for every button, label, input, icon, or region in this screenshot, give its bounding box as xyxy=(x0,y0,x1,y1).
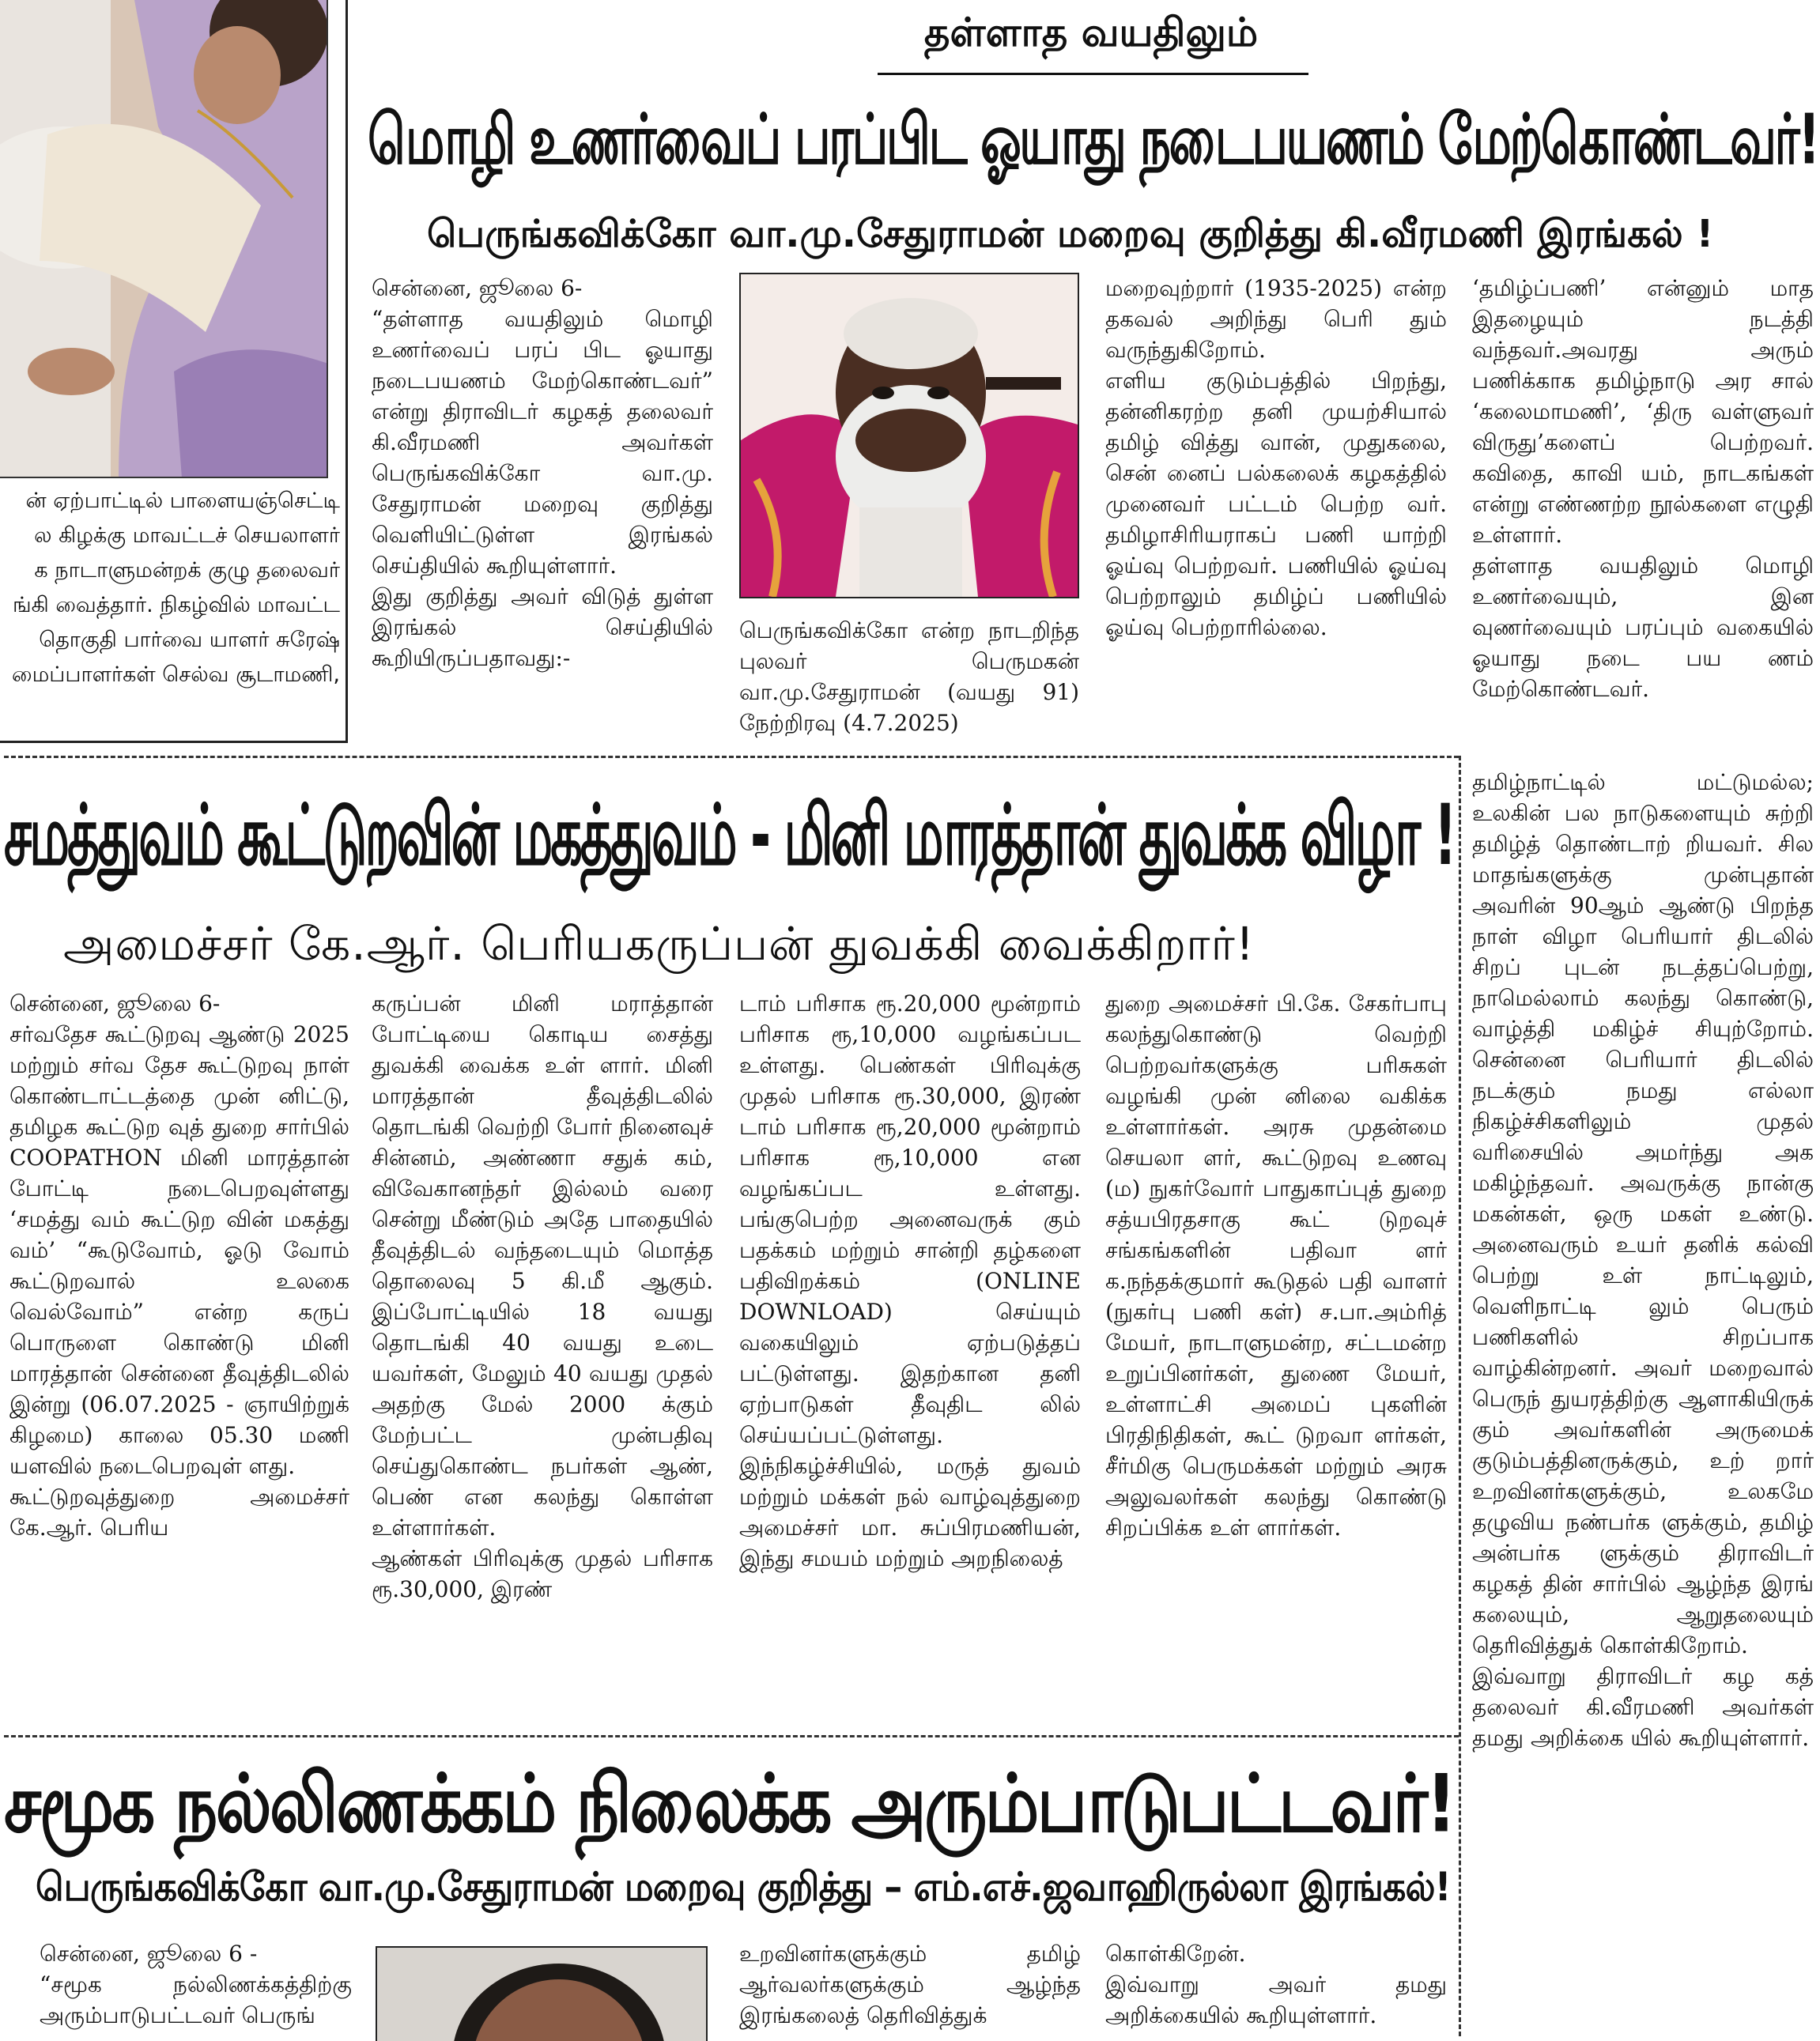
story1-deck: பெருங்கவிக்கோ வா.மு.சேதுராமன் மறைவு குறித்து கி.வீரமணி இரங்கல் ! xyxy=(427,212,1714,256)
column-divider xyxy=(1459,756,1461,2036)
story3-column-3: உறவினர்களுக்கும் தமிழ் ஆர்வலர்களுக்கும் ஆழ்ந்த இரங்கலைத் தெரிவித்துக் xyxy=(739,1941,1081,2028)
story3-headline: சமூக நல்லிணக்கம் நிலைக்க அரும்பாடுபட்டவர்! xyxy=(4,1756,1455,1850)
event-photo xyxy=(0,0,328,478)
story2-column-1: சென்னை, ஜூலை 6- சர்வதேச கூட்டுறவு ஆண்டு 2025 மற்றும் சர்வ தேச கூட்டுறவு நாள் கொண்டாட்டத்தை முன் னிட்டு, தமிழக கூட்டுற வுத் துறை சார்பில் COOPATHON மினி மாரத்தான் போட்டி நடைபெறவுள்ளது ‘சமத்து வம் கூட்டுற வின் மகத்து வம்’ “கூடுவோம், ஓடு வோம் கூட்டுறவால் உலகை வெல்வோம்” என்ற கருப் பொருளை கொண்டு மினி மாரத்தான் சென்னை தீவுத்திடலில் இன்று (06.07.2025 - ஞாயிற்றுக் கிழமை) காலை 05.30 மணி யளவில் நடைபெறவுள் ளது. கூட்டுறவுத்துறை அமைச்சர் கே.ஆர். பெரிய xyxy=(9,990,349,1541)
story1-headline: மொழி உணர்வைப் பரப்பிட ஓயாது நடைபயணம் மேற்கொண்டவர்! xyxy=(368,99,1818,180)
section-divider xyxy=(4,1735,1459,1737)
story1-column-1: சென்னை, ஜூலை 6- “தள்ளாத வயதிலும் மொழி உணர்வைப் பரப் பிட ஓயாது நடைபயணம் மேற்கொண்டவர்” என்று திராவிடர் கழகத் தலைவர் கி.வீரமணி அவர்கள் பெருங்கவிக்கோ வா.மு. சேதுராமன் மறைவு குறித்து வெளியிட்டுள்ள இரங்கல் செய்தியில் கூறியுள்ளார். இது குறித்து அவர் விடுத் துள்ள இரங்கல் செய்தியில் கூறியிருப்பதாவது:- xyxy=(372,275,713,671)
story3-column-4: கொள்கிறேன். இவ்வாறு அவர் தமது அறிக்கையில் கூறியுள்ளார். xyxy=(1105,1941,1447,2028)
story1-column-4-continued: தமிழ்நாட்டில் மட்டுமல்ல; உலகின் பல நாடுகளையும் சுற்றி தமிழ்த் தொண்டாற் றியவர். சில மாதங்களுக்கு முன்புதான் அவரின் 90ஆம் ஆண்டு பிறந்த நாள் விழா பெரியார் திடலில் சிறப் புடன் நடத்தப்பெற்று, நாமெல்லாம் கலந்து கொண்டு, வாழ்த்தி மகிழ்ச் சியுற்றோம். சென்னை பெரியார் திடலில் நடக்கும் நமது எல்லா நிகழ்ச்சிகளிலும் முதல் வரிசையில் அமர்ந்து அக மகிழ்ந்தவர். அவருக்கு நான்கு மகன்கள், ஒரு மகள் உண்டு. அனைவரும் உயர் தனிக் கல்வி பெற்று உள் நாட்டிலும், வெளிநாட்டி லும் பெரும் பணிகளில் சிறப்பாக வாழ்கின்றனர். அவர் மறைவால் பெருந் துயரத்திற்கு ஆளாகியிருக் கும் அவர்களின் அருமைக் குடும்பத்தினருக்கும், உற் றார் உறவினர்களுக்கும், உலகமே தழுவிய நண்பர்க ளுக்கும், தமிழ் அன்பர்க ளுக்கும் திராவிடர் கழகத் தின் சார்பில் ஆழ்ந்த இரங் கலையும், ஆறுதலையும் தெரிவித்துக் கொள்கிறோம். இவ்வாறு திராவிடர் கழ கத் தலைவர் கி.வீரமணி அவர்கள் தமது அறிக்கை யில் கூறியுள்ளார். xyxy=(1472,769,1814,1751)
section-divider xyxy=(4,756,1459,758)
story1-column-4: ‘தமிழ்ப்பணி’ என்னும் மாத இதழையும் நடத்தி வந்தவர்.அவரது அரும் பணிக்காக தமிழ்நாடு அர சால் ‘கலைமாமணி’, ‘திரு வள்ளுவர் விருது’களைப் பெற்றவர். கவிதை, காவி யம், நாடகங்கள் என்று எண்ணற்ற நூல்களை எழுதி உள்ளார். தள்ளாத வயதிலும் மொழி உணர்வையும், இன வுணர்வையும் பரப்பும் வகையில் ஓயாது நடை பய ணம் மேற்கொண்டவர். xyxy=(1472,275,1814,702)
previous-story-text: ன் ஏற்பாட்டில் பாளையஞ்செட்டி ல கிழக்கு மாவட்டச் செயலாளர் க நாடாளுமன்றக் குழு தலைவர் ங்கி வைத்தார். நிகழ்வில் மாவட்ட தொகுதி பார்வை யாளர் சுரேஷ் மைப்பாளர்கள் செல்வ சூடாமணி, xyxy=(12,489,340,687)
story2-deck: அமைச்சர் கே.ஆர். பெரியகருப்பன் துவக்கி வைக்கிறார்! xyxy=(63,917,1255,971)
story2-column-2: கருப்பன் மினி மராத்தான் போட்டியை கொடிய சைத்து துவக்கி வைக்க உள் ளார். மினி மாரத்தான் தீவுத்திடலில் தொடங்கி வெற்றி போர் நினைவுச் சின்னம், அண்ணா சதுக் கம், விவேகானந்தர் இல்லம் வரை சென்று மீண்டும் அதே பாதையில் தீவுத்திடல் வந்தடையும் மொத்த தொலைவு 5 கி.மீ ஆகும். இப்போட்டியில் 18 வயது தொடங்கி 40 வயது உடை யவர்கள், மேலும் 40 வயது முதல் அதற்கு மேல் 2000 க்கும் மேற்பட்ட முன்பதிவு செய்துகொண்ட நபர்கள் ஆண், பெண் என கலந்து கொள்ள உள்ளார்கள். ஆண்கள் பிரிவுக்கு முதல் பரிசாக ரூ.30,000, இரண் xyxy=(372,990,713,1602)
story2-column-4: துறை அமைச்சர் பி.கே. சேகர்பாபு கலந்துகொண்டு வெற்றி பெற்றவர்களுக்கு பரிசுகள் வழங்கி முன் னிலை வகிக்க உள்ளார்கள். அரசு முதன்மை செயலா ளர், கூட்டுறவு உணவு (ம) நுகர்வோர் பாதுகாப்புத் துறை சத்யபிரதசாகு கூட் டுறவுச் சங்கங்களின் பதிவா ளர் க.நந்தக்குமார் கூடுதல் பதி வாளர் (நுகர்பு பணி கள்) ச.பா.அம்ரித் மேயர், நாடாளுமன்ற, சட்டமன்ற உறுப்பினர்கள், துணை மேயர், உள்ளாட்சி அமைப் புகளின் பிரதிநிதிகள், கூட் டுறவா ளர்கள், சீர்மிகு பெருமக்கள் மற்றும் அரசு அலுவலர்கள் கலந்து கொண்டு சிறப்பிக்க உள் ளார்கள். xyxy=(1105,990,1447,1541)
story2-headline: சமத்துவம் கூட்டுறவின் மகத்துவம் - மினி மாரத்தான் துவக்க விழா ! xyxy=(4,787,1455,885)
story2-column-3: டாம் பரிசாக ரூ.20,000 மூன்றாம் பரிசாக ரூ,10,000 வழங்கப்பட உள்ளது. பெண்கள் பிரிவுக்கு முதல் பரிசாக ரூ.30,000, இரண் டாம் பரிசாக ரூ,20,000 மூன்றாம் பரிசாக ரூ,10,000 என வழங்கப்பட உள்ளது. பங்குபெற்ற அனைவருக் கும் பதக்கம் மற்றும் சான்றி தழ்களை பதிவிறக்கம் (ONLINE DOWNLOAD) செய்யும் வகையிலும் ஏற்படுத்தப் பட்டுள்ளது. இதற்கான தனி ஏற்பாடுகள் தீவுதிட லில் செய்யப்பட்டுள்ளது. இந்நிகழ்ச்சியில், மருத் துவம் மற்றும் மக்கள் நல் வாழ்வுத்துறை அமைச்சர் மா. சுப்பிரமணியன், இந்து சமயம் மற்றும் அறநிலைத் xyxy=(739,990,1081,1571)
story1-column-3: மறைவுற்றார் (1935-2025) என்ற தகவல் அறிந்து பெரி தும் வருந்துகிறோம். எளிய குடும்பத்தில் பிறந்து, தன்னிகரற்ற தனி முயற்சியால் தமிழ் வித்து வான், முதுகலை, சென் னைப் பல்கலைக் கழகத்தில் முனைவர் பட்டம் பெற்ற வர். தமிழாசிரியராகப் பணி யாற்றி ஓய்வு பெற்றவர். பணியில் ஓய்வு பெற்றாலும் தமிழ்ப் பணியில் ஓய்வு பெற்றாரில்லை. xyxy=(1105,275,1447,640)
portrait-caption: பெருங்கவிக்கோ என்ற நாடறிந்த புலவர் பெருமகன் வா.மு.சேதுராமன் (வயது 91) நேற்றிரவு (4.7.2025) xyxy=(739,617,1079,736)
story1-kicker: தள்ளாத வயதிலும் xyxy=(923,9,1259,55)
kicker-underline xyxy=(878,73,1308,75)
story3-photo xyxy=(376,1946,708,2041)
story3-column-1: சென்னை, ஜூலை 6 - “சமூக நல்லிணக்கத்திற்கு அரும்பாடுபட்டவர் பெருங் xyxy=(40,1941,352,2028)
portrait-photo xyxy=(739,273,1079,598)
story3-deck: பெருங்கவிக்கோ வா.மு.சேதுராமன் மறைவு குறித்து – எம்.எச்.ஜவாஹிருல்லா இரங்கல்! xyxy=(36,1864,1451,1910)
